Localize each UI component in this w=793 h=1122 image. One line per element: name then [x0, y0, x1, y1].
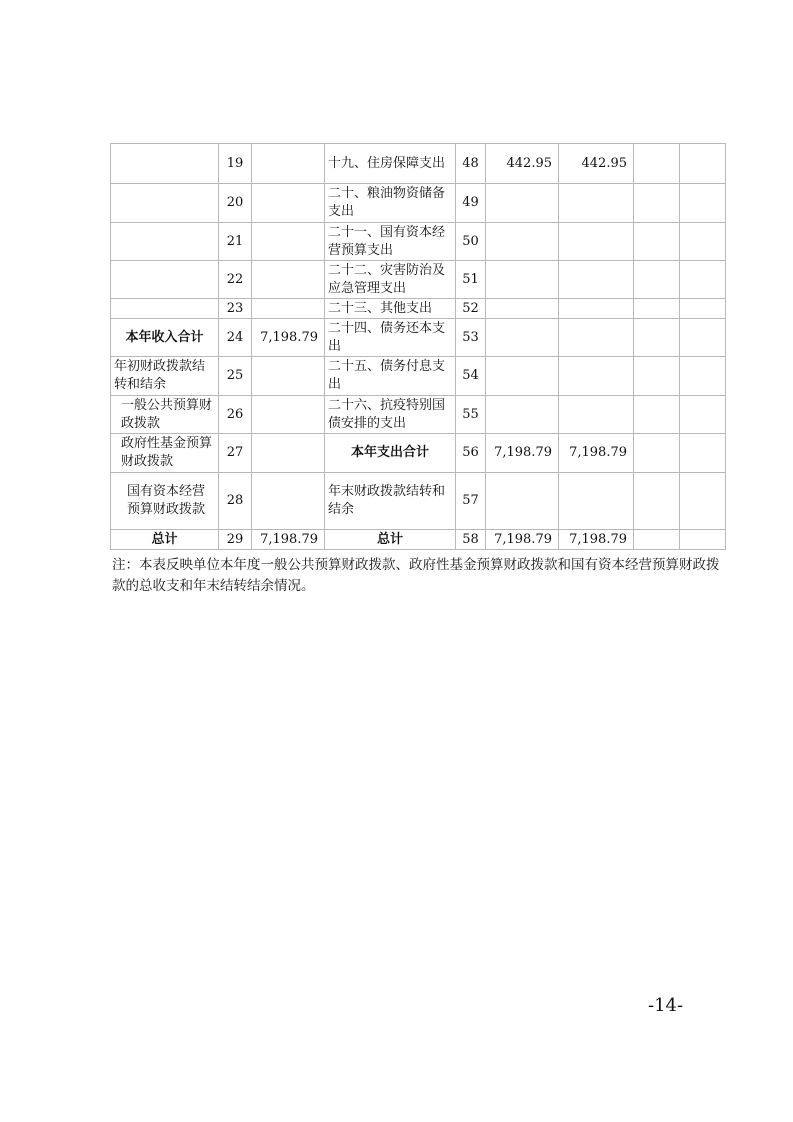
expense-amount-total [486, 396, 559, 434]
income-line-number: 22 [219, 261, 252, 299]
income-total-label: 本年收入合计 [111, 319, 219, 357]
expense-amount-fund [634, 184, 680, 223]
expense-line-number: 54 [456, 357, 486, 396]
expense-amount-total: 442.95 [486, 144, 559, 184]
grand-total-expense-label: 总计 [325, 530, 456, 550]
table-row [111, 144, 726, 184]
income-line-number: 20 [219, 184, 252, 223]
income-line-number: 19 [219, 144, 252, 184]
expense-amount-state-capital [680, 223, 726, 261]
expense-line-number: 57 [456, 473, 486, 530]
income-amount [252, 396, 325, 434]
income-amount: 7,198.79 [252, 530, 325, 550]
table-row [111, 530, 726, 550]
expense-line-number: 48 [456, 144, 486, 184]
expense-amount-state-capital [680, 319, 726, 357]
expense-item-cell: 二十四、债务还本支出 [325, 319, 456, 357]
expense-item-cell: 二十、粮油物资储备支出 [325, 184, 456, 223]
expense-amount-state-capital [680, 530, 726, 550]
table-row [111, 319, 726, 357]
table-row [111, 184, 726, 223]
income-amount [252, 261, 325, 299]
expense-amount-total [486, 319, 559, 357]
income-item-cell: 国有资本经营预算财政拨款 [111, 473, 219, 530]
expense-amount-total [486, 223, 559, 261]
expense-amount-state-capital [680, 184, 726, 223]
expense-amount-total: 7,198.79 [486, 530, 559, 550]
income-line-number: 28 [219, 473, 252, 530]
expense-line-number: 49 [456, 184, 486, 223]
expense-amount-total [486, 473, 559, 530]
expense-amount-general [559, 299, 634, 319]
expense-amount-fund [634, 223, 680, 261]
expense-amount-fund [634, 357, 680, 396]
expense-amount-total [486, 261, 559, 299]
expense-amount-fund [634, 319, 680, 357]
income-amount [252, 144, 325, 184]
income-item-cell: 年初财政拨款结转和结余 [111, 357, 219, 396]
expense-amount-fund [634, 434, 680, 473]
expense-item-cell: 二十三、其他支出 [325, 299, 456, 319]
expense-amount-state-capital [680, 396, 726, 434]
expense-amount-total [486, 184, 559, 223]
table-row [111, 261, 726, 299]
expense-line-number: 55 [456, 396, 486, 434]
expense-line-number: 56 [456, 434, 486, 473]
expense-item-cell: 二十五、债务付息支出 [325, 357, 456, 396]
table-row [111, 223, 726, 261]
income-item-cell [111, 299, 219, 319]
grand-total-income-label: 总计 [111, 530, 219, 550]
income-item-cell [111, 261, 219, 299]
expense-amount-general: 7,198.79 [559, 434, 634, 473]
expense-item-cell: 二十二、灾害防治及应急管理支出 [325, 261, 456, 299]
expense-amount-general [559, 184, 634, 223]
expense-amount-state-capital [680, 473, 726, 530]
expense-amount-total [486, 357, 559, 396]
expense-amount-total: 7,198.79 [486, 434, 559, 473]
income-amount [252, 357, 325, 396]
expense-amount-general [559, 473, 634, 530]
table-row [111, 396, 726, 434]
income-line-number: 25 [219, 357, 252, 396]
expense-amount-state-capital [680, 357, 726, 396]
expense-amount-state-capital [680, 144, 726, 184]
expense-amount-general [559, 261, 634, 299]
income-amount [252, 299, 325, 319]
expense-item-cell: 二十六、抗疫特别国债安排的支出 [325, 396, 456, 434]
table-row [111, 299, 726, 319]
expense-item-cell: 二十一、国有资本经营预算支出 [325, 223, 456, 261]
expense-item-cell: 十九、住房保障支出 [325, 144, 456, 184]
table-footnote: 注：本表反映单位本年度一般公共预算财政拨款、政府性基金预算财政拨款和国有资本经营预算财政拨款的总收支和年末结转结余情况。 [112, 557, 720, 594]
table-row [111, 434, 726, 473]
expense-amount-total [486, 299, 559, 319]
income-item-cell: 一般公共预算财政拨款 [111, 396, 219, 434]
expense-amount-general [559, 319, 634, 357]
expense-amount-fund [634, 144, 680, 184]
income-line-number: 27 [219, 434, 252, 473]
expense-amount-general [559, 223, 634, 261]
income-item-cell [111, 184, 219, 223]
expense-line-number: 58 [456, 530, 486, 550]
table-row [111, 357, 726, 396]
income-line-number: 24 [219, 319, 252, 357]
income-line-number: 21 [219, 223, 252, 261]
income-line-number: 26 [219, 396, 252, 434]
expense-line-number: 50 [456, 223, 486, 261]
expense-amount-state-capital [680, 434, 726, 473]
income-amount: 7,198.79 [252, 319, 325, 357]
expense-amount-general [559, 396, 634, 434]
expense-amount-general: 7,198.79 [559, 530, 634, 550]
expense-line-number: 51 [456, 261, 486, 299]
income-item-cell [111, 223, 219, 261]
expense-amount-fund [634, 530, 680, 550]
expense-amount-fund [634, 299, 680, 319]
expense-line-number: 52 [456, 299, 486, 319]
expense-amount-general [559, 357, 634, 396]
expense-item-cell: 年末财政拨款结转和结余 [325, 473, 456, 530]
income-item-cell [111, 144, 219, 184]
income-item-cell: 政府性基金预算财政拨款 [111, 434, 219, 473]
expense-line-number: 53 [456, 319, 486, 357]
income-amount [252, 223, 325, 261]
expense-amount-fund [634, 396, 680, 434]
income-line-number: 29 [219, 530, 252, 550]
table-row [111, 473, 726, 530]
fiscal-appropriation-table [110, 143, 726, 550]
expense-amount-state-capital [680, 261, 726, 299]
income-amount [252, 434, 325, 473]
income-line-number: 23 [219, 299, 252, 319]
expense-amount-fund [634, 473, 680, 530]
expense-amount-state-capital [680, 299, 726, 319]
page-number: -14- [648, 995, 684, 1016]
expense-amount-general: 442.95 [559, 144, 634, 184]
income-amount [252, 473, 325, 530]
expense-total-label: 本年支出合计 [325, 434, 456, 473]
income-amount [252, 184, 325, 223]
expense-amount-fund [634, 261, 680, 299]
